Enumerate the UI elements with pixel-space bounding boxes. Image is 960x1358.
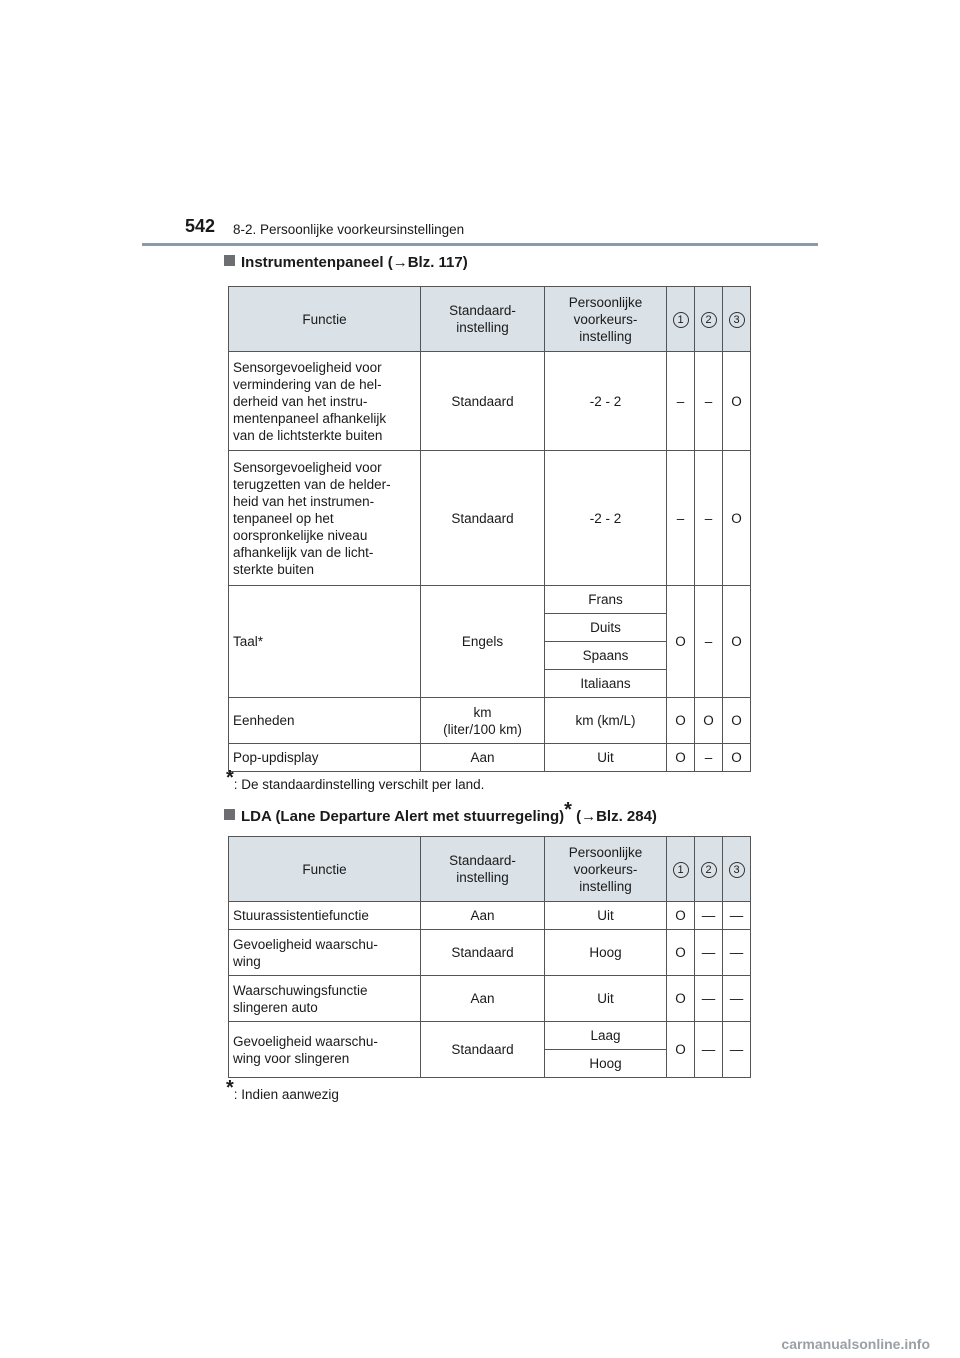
- lda-table: [228, 836, 751, 1078]
- personal-cell: km (km/L): [545, 698, 667, 744]
- col2-cell: –: [695, 451, 723, 586]
- function-cell: Pop-updisplay: [229, 744, 421, 772]
- function-cell: Eenheden: [229, 698, 421, 744]
- col1-cell: –: [667, 352, 695, 451]
- personal-cell: Uit: [545, 744, 667, 772]
- table-row: [229, 1022, 751, 1050]
- col2-cell: O: [695, 698, 723, 744]
- circled-3-icon: 3: [729, 312, 745, 328]
- table-header-row: [229, 837, 751, 902]
- function-cell: Gevoeligheid waarschu- wing voor slingeren: [229, 1022, 421, 1078]
- bullet-square-icon: [224, 255, 235, 266]
- asterisk-mark: *: [564, 799, 572, 821]
- chapter-title: 8-2. Persoonlijke voorkeursinstellingen: [233, 222, 465, 237]
- circled-2-icon: 2: [701, 862, 717, 878]
- col1-cell: O: [667, 976, 695, 1022]
- col3-cell: O: [723, 698, 751, 744]
- default-cell: Standaard: [421, 930, 545, 976]
- bullet-square-icon: [224, 809, 235, 820]
- personal-cell: Uit: [545, 902, 667, 930]
- table-row: [229, 930, 751, 976]
- option-cell: Italiaans: [545, 670, 667, 698]
- table-row: [229, 451, 751, 586]
- header-rule: [142, 243, 818, 246]
- header-function: Functie: [229, 287, 421, 352]
- col1-cell: O: [667, 1022, 695, 1078]
- header-default: Standaard- instelling: [421, 287, 545, 352]
- circled-1-icon: 1: [673, 312, 689, 328]
- col3-cell: O: [723, 451, 751, 586]
- watermark-logo: carmanualsonline.info: [781, 1336, 930, 1352]
- default-cell: Aan: [421, 976, 545, 1022]
- table-row: [229, 352, 751, 451]
- default-cell: km (liter/100 km): [421, 698, 545, 744]
- header-personal: Persoonlijke voorkeurs- instelling: [545, 287, 667, 352]
- col2-cell: –: [695, 352, 723, 451]
- personal-cell: Hoog: [545, 930, 667, 976]
- col2-cell: —: [695, 930, 723, 976]
- default-cell: Standaard: [421, 352, 545, 451]
- option-cell: Hoog: [545, 1050, 667, 1078]
- header-col2: [695, 837, 723, 902]
- header-col1: [667, 837, 695, 902]
- personal-cell: -2 - 2: [545, 352, 667, 451]
- default-cell: Engels: [421, 586, 545, 698]
- default-cell: Standaard: [421, 1022, 545, 1078]
- function-cell: Sensorgevoeligheid voor terugzetten van de helder- heid van het instrumen- tenpaneel op het oorspronkelijke niveau afhankelijk van de licht- sterkte buiten: [229, 451, 421, 586]
- personal-cell: -2 - 2: [545, 451, 667, 586]
- col1-cell: O: [667, 902, 695, 930]
- personal-cell: Uit: [545, 976, 667, 1022]
- header-col3: [723, 287, 751, 352]
- table-row: [229, 586, 751, 614]
- col3-cell: O: [723, 352, 751, 451]
- header-col3: [723, 837, 751, 902]
- circled-2-icon: 2: [701, 312, 717, 328]
- table-row: [229, 902, 751, 930]
- option-cell: Frans: [545, 586, 667, 614]
- header-col1: [667, 287, 695, 352]
- function-cell: Taal*: [229, 586, 421, 698]
- col2-cell: —: [695, 976, 723, 1022]
- header-function: Functie: [229, 837, 421, 902]
- page-number: 542: [185, 216, 216, 236]
- option-cell: Spaans: [545, 642, 667, 670]
- default-cell: Aan: [421, 744, 545, 772]
- instrument-panel-table: [228, 286, 751, 772]
- col2-cell: —: [695, 1022, 723, 1078]
- default-cell: Aan: [421, 902, 545, 930]
- asterisk-mark: *: [226, 1077, 234, 1099]
- col1-cell: –: [667, 451, 695, 586]
- circled-1-icon: 1: [673, 862, 689, 878]
- table-row: [229, 976, 751, 1022]
- col1-cell: O: [667, 744, 695, 772]
- footnote-language: *: De standaardinstelling verschilt per land.: [226, 767, 485, 792]
- section-title-lda: LDA (Lane Departure Alert met stuurregeling)* (→Blz. 284): [224, 804, 657, 827]
- col3-cell: O: [723, 586, 751, 698]
- default-cell: Standaard: [421, 451, 545, 586]
- table-header-row: [229, 287, 751, 352]
- col3-cell: —: [723, 930, 751, 976]
- section-title-instrument-panel: Instrumentenpaneel (→Blz. 117): [224, 254, 468, 271]
- table-row: [229, 744, 751, 772]
- circled-3-icon: 3: [729, 862, 745, 878]
- option-cell: Laag: [545, 1022, 667, 1050]
- col1-cell: O: [667, 930, 695, 976]
- header-personal: Persoonlijke voorkeurs- instelling: [545, 837, 667, 902]
- function-cell: Sensorgevoeligheid voor vermindering van de hel- derheid van het instru- mentenpaneel afhankelijk van de lichtsterkte buiten: [229, 352, 421, 451]
- col3-cell: O: [723, 744, 751, 772]
- option-cell: Duits: [545, 614, 667, 642]
- col3-cell: —: [723, 1022, 751, 1078]
- col2-cell: –: [695, 744, 723, 772]
- col2-cell: —: [695, 902, 723, 930]
- asterisk-mark: *: [226, 767, 234, 789]
- header-col2: [695, 287, 723, 352]
- col3-cell: —: [723, 902, 751, 930]
- function-cell: Gevoeligheid waarschu- wing: [229, 930, 421, 976]
- col3-cell: —: [723, 976, 751, 1022]
- function-cell: Waarschuwingsfunctie slingeren auto: [229, 976, 421, 1022]
- col2-cell: –: [695, 586, 723, 698]
- asterisk-mark: *: [257, 634, 264, 649]
- table-row: [229, 698, 751, 744]
- function-cell: Stuurassistentiefunctie: [229, 902, 421, 930]
- col1-cell: O: [667, 698, 695, 744]
- footnote-optional: *: Indien aanwezig: [226, 1077, 339, 1102]
- header-default: Standaard- instelling: [421, 837, 545, 902]
- col1-cell: O: [667, 586, 695, 698]
